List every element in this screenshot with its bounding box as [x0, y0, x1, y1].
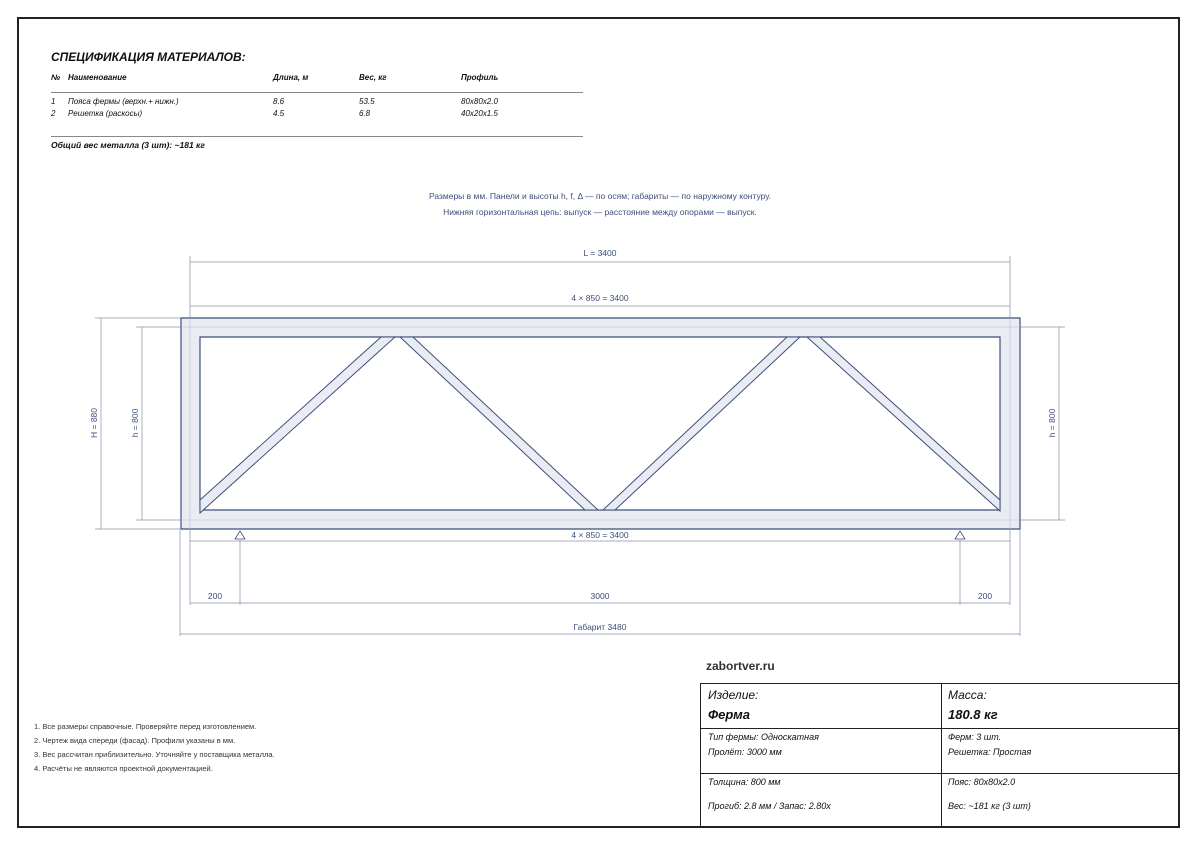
note-item: 1. Все размеры справочные. Проверяйте перед изготовлением. — [34, 722, 257, 731]
deflection-value: Прогиб: 2.8 мм / Запас: 2.80х — [708, 801, 831, 811]
truss-type: Тип фермы: Односкатная — [708, 732, 819, 742]
title-block-rule-2 — [701, 773, 1179, 774]
spec-cell-profile: 40x20x1.5 — [461, 109, 498, 118]
diagonal-1 — [200, 337, 395, 513]
length-dim-label: L = 3400 — [583, 248, 617, 258]
spec-cell-profile: 80x80x2.0 — [461, 97, 498, 106]
title-block-rule-1 — [701, 728, 1179, 729]
drawing-note-2: Нижняя горизонтальная цепь: выпуск — расстояние между опорами — выпуск. — [443, 207, 757, 217]
height-right-label: h = 800 — [1047, 408, 1057, 438]
spec-cell-weight: 6.8 — [359, 109, 371, 118]
title-block — [700, 683, 1180, 828]
spec-title: СПЕЦИФИКАЦИЯ МАТЕРИАЛОВ: — [51, 50, 246, 64]
thickness-value: Толщина: 800 мм — [708, 777, 781, 787]
spec-cell-name: Пояса фермы (верхн.+ нижн.) — [68, 97, 179, 106]
diagonal-3 — [603, 337, 800, 510]
height-left-label: h = 800 — [130, 408, 140, 438]
spec-cell-num: 2 — [51, 109, 56, 118]
lattice-diagonals — [200, 337, 1000, 513]
note-item: 3. Вес рассчитан приблизительно. Уточняйте у поставщика металла. — [34, 750, 275, 759]
overhang-right-label: 200 — [977, 591, 993, 601]
dimension-lines — [95, 256, 1065, 636]
panels-top-dim-label: 4 × 850 = 3400 — [571, 293, 629, 303]
spec-header-weight: Вес, кг — [359, 73, 387, 82]
drawing-note-1: Размеры в мм. Панели и высоты h, f, Δ — по осям; габариты — по наружному контуру. — [428, 191, 772, 201]
truss-frame — [181, 318, 1020, 529]
product-value: Ферма — [708, 707, 750, 722]
spec-total: Общий вес металла (3 шт): ~181 кг — [51, 140, 205, 150]
title-block-divider — [941, 684, 942, 828]
note-item: 2. Чертеж вида спереди (фасад). Профили указаны в мм. — [34, 736, 236, 745]
spec-header-name: Наименование — [68, 73, 127, 82]
truss-count: Ферм: 3 шт. — [948, 732, 1002, 742]
spec-cell-length: 8.6 — [273, 97, 285, 106]
site-url: zabortver.ru — [706, 659, 775, 673]
height-outer-label: H = 880 — [89, 407, 99, 439]
span-value: Пролёт: 3000 мм — [708, 747, 782, 757]
spec-cell-name: Решетка (раскосы) — [68, 109, 143, 118]
overhang-left-label: 200 — [207, 591, 223, 601]
general-notes — [34, 720, 275, 776]
diagonal-4 — [807, 337, 1000, 511]
spec-cell-weight: 53.5 — [359, 97, 375, 106]
support-right-icon — [955, 531, 965, 539]
spec-header-profile: Профиль — [461, 73, 499, 82]
spec-cell-length: 4.5 — [273, 109, 285, 118]
note-item: 4. Расчёты не являются проектной документацией. — [34, 764, 213, 773]
span-dim-label: 3000 — [590, 591, 610, 601]
support-left-icon — [235, 531, 245, 539]
overall-dim-label: Габарит 3480 — [573, 622, 627, 632]
spec-header-length: Длина, м — [273, 73, 309, 82]
product-label: Изделие: — [708, 688, 759, 702]
lattice-type: Решетка: Простая — [948, 747, 1032, 757]
spec-cell-num: 1 — [51, 97, 56, 106]
diagonal-2 — [400, 337, 598, 510]
panels-bottom-dim-label: 4 × 850 = 3400 — [571, 530, 629, 540]
mass-label: Масса: — [948, 688, 987, 702]
total-weight: Вес: ~181 кг (3 шт) — [948, 801, 1031, 811]
spec-header-num: № — [51, 73, 61, 82]
chord-profile: Пояс: 80x80x2.0 — [948, 777, 1016, 787]
mass-value: 180.8 кг — [948, 707, 998, 722]
